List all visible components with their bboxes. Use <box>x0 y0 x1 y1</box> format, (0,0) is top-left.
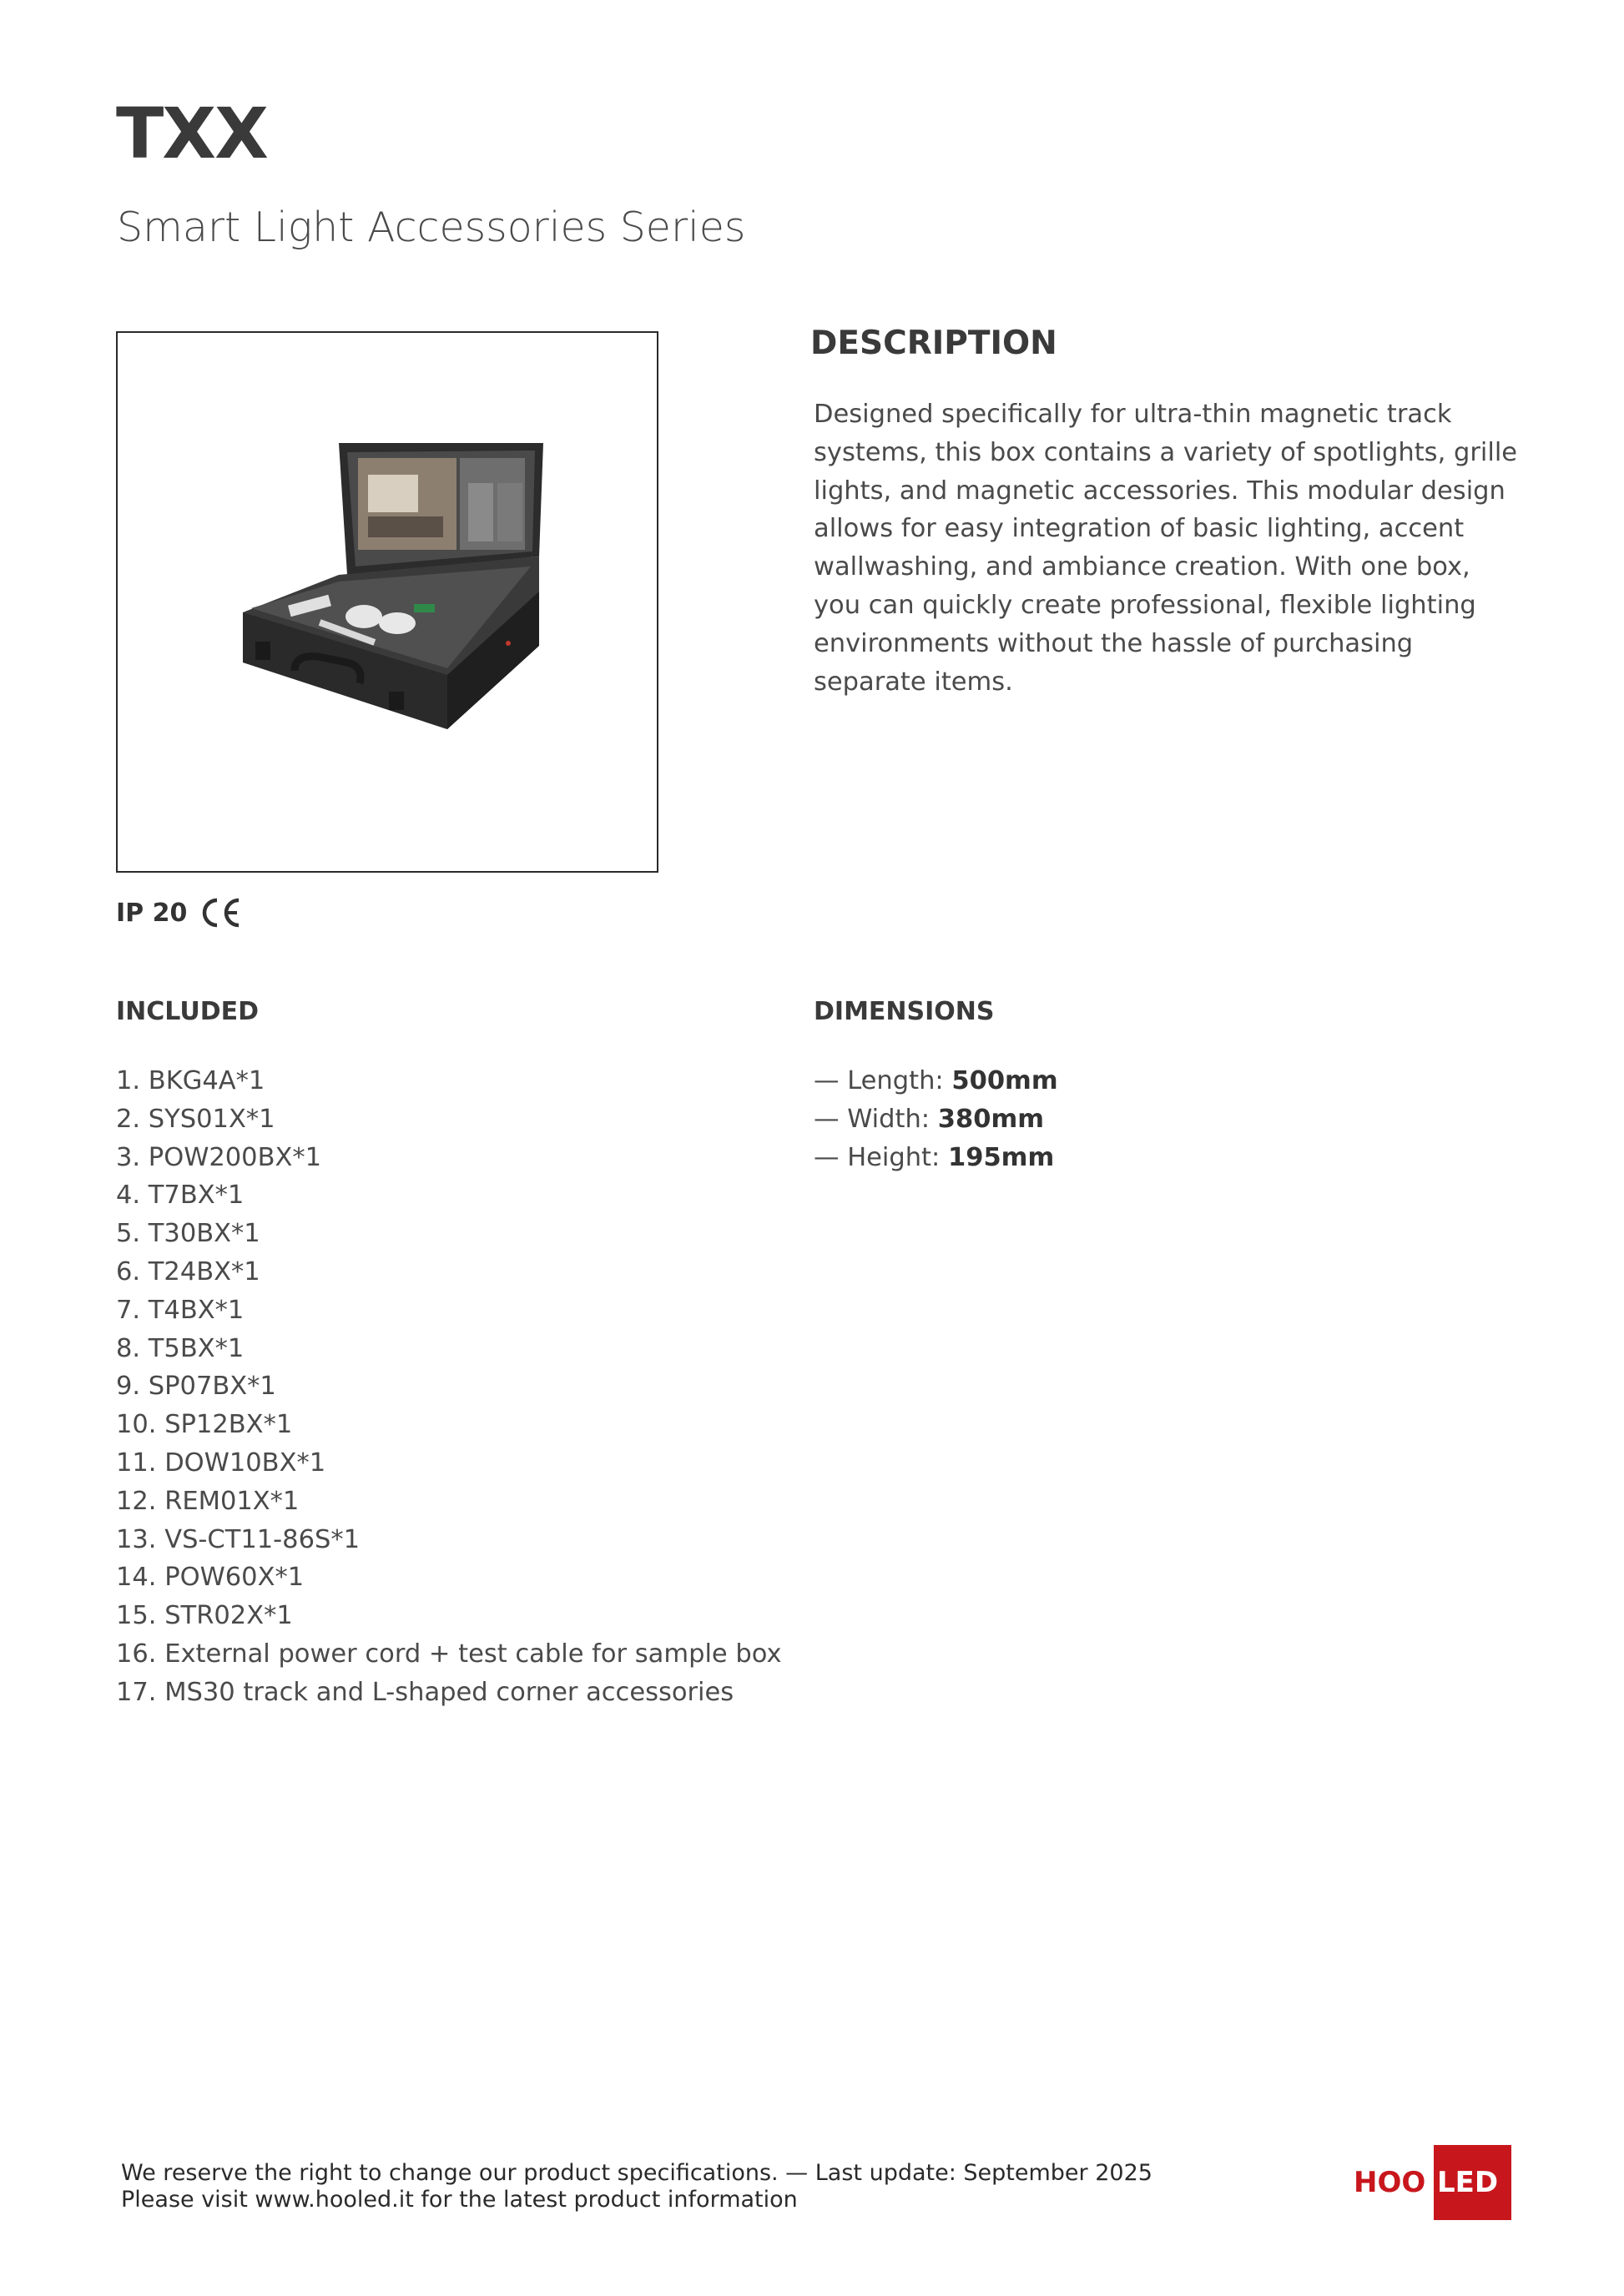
description-line: Designed specifically for ultra-thin magnetic track <box>814 400 1452 429</box>
list-item: 11. DOW10BX*1 <box>116 1448 326 1478</box>
description-line: systems, this box contains a variety of spotlights, grille <box>814 437 1518 467</box>
description-line: environments without the hassle of purchasing <box>814 628 1414 658</box>
list-item: 3. POW200BX*1 <box>116 1142 322 1172</box>
description-title: DESCRIPTION <box>810 325 1057 362</box>
product-image <box>118 333 657 871</box>
list-item: 6. T24BX*1 <box>116 1256 260 1286</box>
dimensions-title: DIMENSIONS <box>814 997 995 1026</box>
list-item: 15. STR02X*1 <box>116 1601 293 1631</box>
product-code: TXX <box>116 93 267 174</box>
product-series: Smart Light Accessories Series <box>117 204 746 251</box>
list-item: 13. VS-CT11-86S*1 <box>116 1524 360 1554</box>
included-list <box>116 1062 782 1712</box>
footer-line-1: We reserve the right to change our product specifications. — Last update: September 2025 <box>121 2160 1152 2186</box>
list-item: 17. MS30 track and L-shaped corner accessories <box>116 1677 734 1707</box>
svg-text:HOO: HOO <box>1354 2166 1426 2199</box>
list-item: 10. SP12BX*1 <box>116 1410 293 1440</box>
list-item: 9. SP07BX*1 <box>116 1372 276 1402</box>
list-item: 4. T7BX*1 <box>116 1181 245 1211</box>
description-line: allows for easy integration of basic lighting, accent <box>814 514 1465 544</box>
dimension-height: — Height: 195mm <box>814 1142 1055 1172</box>
description-line: separate items. <box>814 667 1013 697</box>
footer-line-2: Please visit www.hooled.it for the latest product information <box>121 2187 798 2213</box>
ce-mark-icon <box>199 898 244 928</box>
list-item: 7. T4BX*1 <box>116 1295 245 1325</box>
description-body <box>814 395 1523 701</box>
list-item: 8. T5BX*1 <box>116 1333 245 1363</box>
list-item: 1. BKG4A*1 <box>116 1066 265 1095</box>
included-title: INCLUDED <box>116 997 259 1026</box>
description-line: lights, and magnetic accessories. This modular design <box>814 476 1505 506</box>
footer-disclaimer <box>121 2160 1152 2213</box>
dimensions-list <box>814 1062 1058 1176</box>
list-item: 16. External power cord + test cable for sample box <box>116 1639 782 1669</box>
list-item: 2. SYS01X*1 <box>116 1104 275 1134</box>
hooled-logo <box>1350 2145 1511 2220</box>
product-image-frame <box>116 331 658 873</box>
description-line: wallwashing, and ambiance creation. With one box, <box>814 552 1470 582</box>
list-item: 14. POW60X*1 <box>116 1563 305 1593</box>
certification-row <box>116 898 244 928</box>
description-line: you can quickly create professional, flexible lighting <box>814 590 1476 620</box>
dimension-length: — Length: 500mm <box>814 1066 1058 1095</box>
svg-text:LED: LED <box>1437 2166 1499 2199</box>
list-item: 5. T30BX*1 <box>116 1219 260 1249</box>
list-item: 12. REM01X*1 <box>116 1486 300 1516</box>
ip-rating: IP 20 <box>116 898 188 928</box>
dimension-width: — Width: 380mm <box>814 1104 1045 1134</box>
